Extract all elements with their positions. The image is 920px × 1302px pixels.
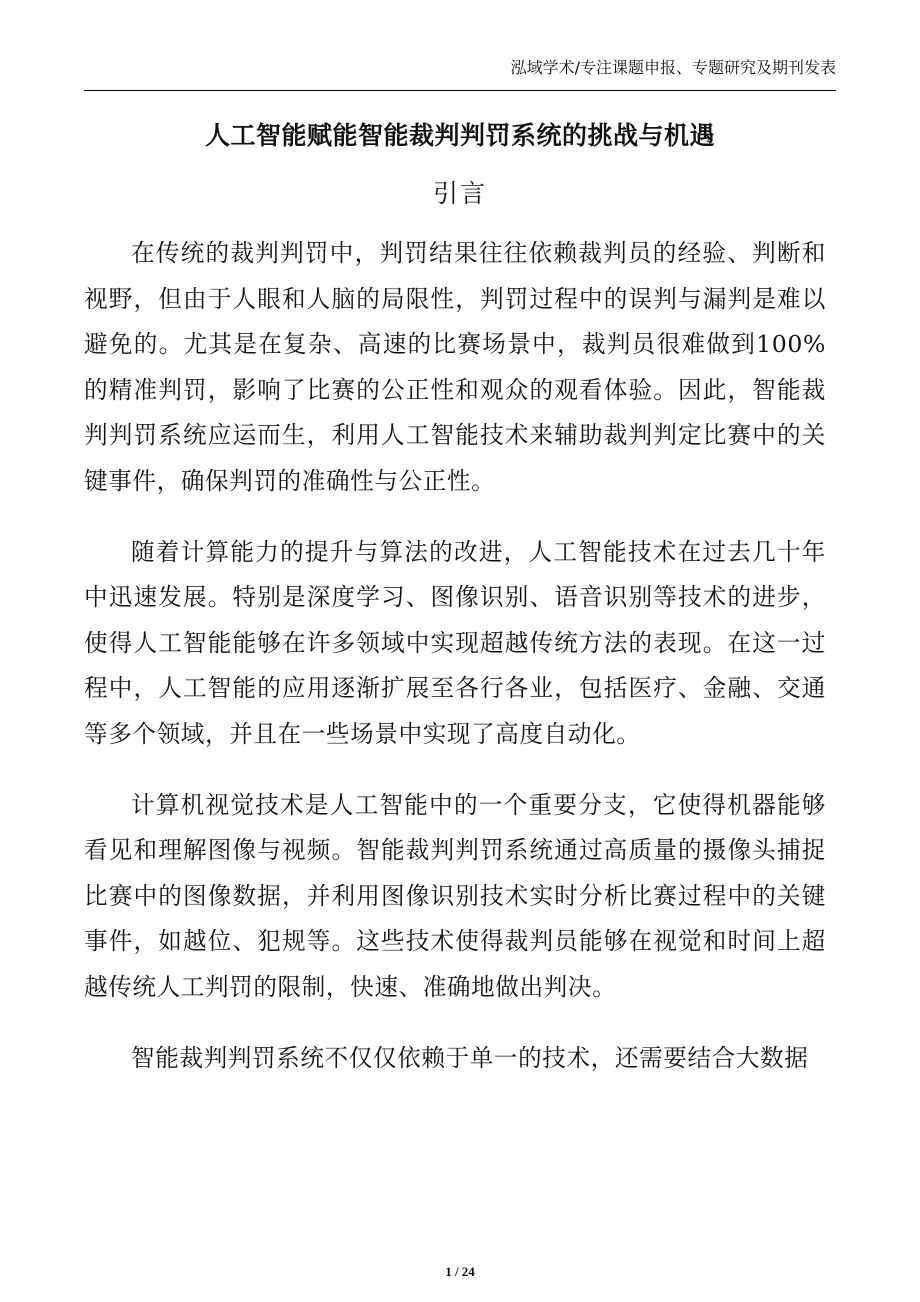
paragraph-1: 在传统的裁判判罚中，判罚结果往往依赖裁判员的经验、判断和视野，但由于人眼和人脑的局限性，判罚过程中的误判与漏判是难以避免的。尤其是在复杂、高速的比赛场景中，裁判员很难做到100%的精准判罚，影响了比赛的公正性和观众的观看体验。因此，智能裁判判罚系统应运而生，利用人工智能技术来辅助裁判判定比赛中的关键事件，确保判罚的准确性与公正性。 bbox=[84, 239, 826, 495]
page-number: 1 / 24 bbox=[445, 1264, 475, 1279]
section-heading: 引言 bbox=[432, 179, 487, 208]
body-text bbox=[84, 231, 826, 1106]
paragraph-4: 智能裁判判罚系统不仅仅依赖于单一的技术，还需要结合大数据 bbox=[131, 1043, 809, 1072]
header-divider bbox=[84, 90, 836, 91]
header-text: 泓域学术/专注课题申报、专题研究及期刊发表 bbox=[510, 58, 836, 77]
paragraph-2: 随着计算能力的提升与算法的改进，人工智能技术在过去几十年中迅速发展。特别是深度学习、图像识别、语音识别等技术的进步，使得人工智能能够在许多领域中实现超越传统方法的表现。在这一过程中，人工智能的应用逐渐扩展至各行各业，包括医疗、金融、交通等多个领域，并且在一些场景中实现了高度自动化。 bbox=[84, 537, 826, 748]
paragraph-3: 计算机视觉技术是人工智能中的一个重要分支，它使得机器能够看见和理解图像与视频。智能裁判判罚系统通过高质量的摄像头捕捉比赛中的图像数据，并利用图像识别技术实时分析比赛过程中的关键事件，如越位、犯规等。这些技术使得裁判员能够在视觉和时间上超越传统人工判罚的限制，快速、准确地做出判决。 bbox=[84, 790, 826, 1001]
document-title: 人工智能赋能智能裁判判罚系统的挑战与机遇 bbox=[204, 121, 715, 150]
